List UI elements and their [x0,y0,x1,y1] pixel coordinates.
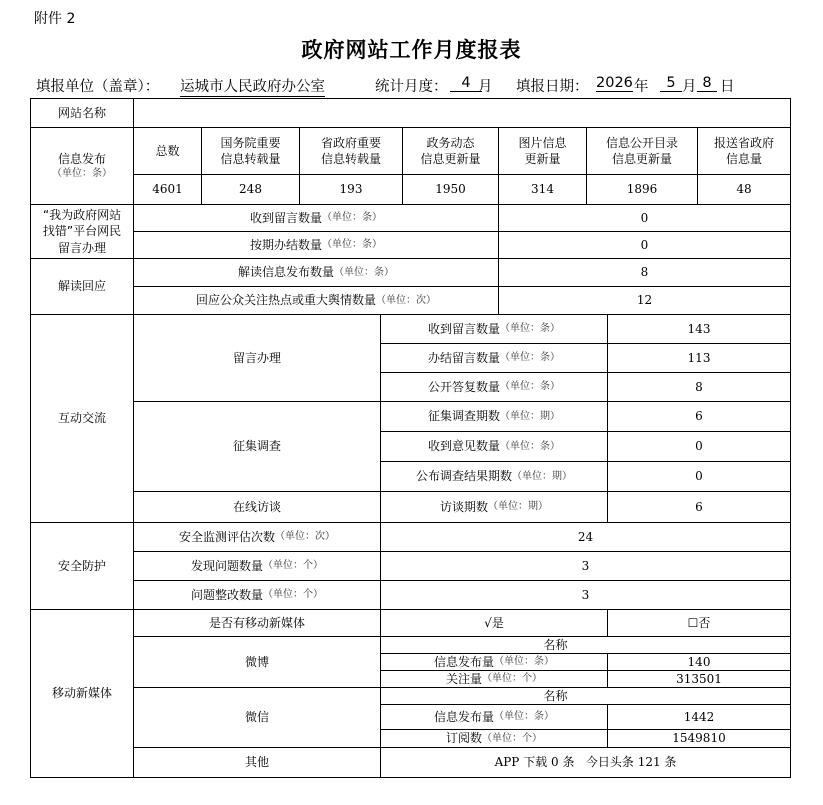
platform-received-value: 0 [498,204,791,232]
mobile-media-label: 移动新媒体 [30,609,134,778]
date-year-suffix: 年 [634,79,649,95]
mobile-no: ☐否 [607,609,791,637]
security-fixed-value: 3 [380,580,791,610]
date-month: 5 [660,75,682,92]
weibo-publish-value: 140 [607,653,791,671]
report-title: 政府网站工作月度报表 [301,37,522,62]
interpret-publish-label: 解读信息发布数量 （单位：条） [133,258,499,287]
month-value: 4 [450,75,482,92]
message-done-label: 办结留言数量 （单位：条） [380,343,608,373]
value-report-province: 48 [697,174,791,205]
header-disclosure: 信息公开目录 信息更新量 [586,127,698,175]
survey-results-label: 公布调查结果期数 （单位：期） [380,461,608,492]
interaction-label: 互动交流 [30,314,134,523]
interview-periods-label: 访谈期数 （单位：期） [380,491,608,523]
mobile-yes: √是 [380,609,608,637]
month-label: 统计月度： [375,79,448,95]
header-picture: 图片信息 更新量 [498,127,587,175]
month-suffix: 月 [478,79,493,95]
message-public-label: 公开答复数量 （单位：条） [380,372,608,402]
platform-label: “我为政府网站找错”平台网民留言办理 [30,204,134,259]
value-state-council: 248 [201,174,300,205]
unit-value: 运城市人民政府办公室 [180,75,325,97]
value-disclosure: 1896 [586,174,698,205]
attachment-label: 附件 2 [34,11,76,27]
survey-opinions-value: 0 [607,431,791,462]
weibo-follow-value: 313501 [607,670,791,688]
has-mobile-label: 是否有移动新媒体 [133,609,381,637]
survey-results-value: 0 [607,461,791,492]
weibo-name-label: 名称 [380,636,791,654]
interview-periods-value: 6 [607,491,791,523]
platform-received-label: 收到留言数量 （单位：条） [133,204,499,232]
wechat-publish-value: 1442 [607,704,791,730]
interpret-response-label: 回应公众关注热点或重大舆情数量 （单位：次） [133,286,499,315]
date-year: 2026 [596,75,633,91]
survey-periods-label: 征集调查期数 （单位：期） [380,401,608,432]
interpret-label: 解读回应 [30,258,134,315]
value-picture: 314 [498,174,587,205]
security-found-label: 发现问题数量 （单位：个） [133,551,381,581]
platform-ontime-value: 0 [498,231,791,259]
date-day-suffix: 日 [720,79,735,95]
value-total: 4601 [133,174,202,205]
message-received-value: 143 [607,314,791,344]
header-state-council: 国务院重要 信息转载量 [201,127,300,175]
date-label: 填报日期： [516,79,589,95]
wechat-name-label: 名称 [380,687,791,705]
site-name-value [133,98,791,128]
platform-ontime-label: 按期办结数量 （单位：条） [133,231,499,259]
message-public-value: 8 [607,372,791,402]
wechat-publish-label: 信息发布量 （单位：条） [380,704,608,730]
message-handling-label: 留言办理 [133,314,381,402]
header-total: 总数 [133,127,202,175]
site-name-label: 网站名称 [30,98,134,128]
security-monitor-value: 24 [380,522,791,552]
date-month-suffix: 月 [682,79,697,95]
header-gov-news: 政务动态 信息更新量 [402,127,499,175]
security-found-value: 3 [380,551,791,581]
wechat-label: 微信 [133,687,381,748]
info-publish-label: 信息发布 （单位：条） [30,127,134,205]
wechat-sub-value: 1549810 [607,729,791,748]
message-received-label: 收到留言数量 （单位：条） [380,314,608,344]
survey-periods-value: 6 [607,401,791,432]
security-monitor-label: 安全监测评估次数 （单位：次） [133,522,381,552]
message-done-value: 113 [607,343,791,373]
security-label: 安全防护 [30,522,134,610]
other-label: 其他 [133,747,381,778]
survey-label: 征集调查 [133,401,381,492]
security-fixed-label: 问题整改数量 （单位：个） [133,580,381,610]
interpret-response-value: 12 [498,286,791,315]
header-report-province: 报送省政府 信息量 [697,127,791,175]
value-gov-news: 1950 [402,174,499,205]
header-province: 省政府重要 信息转载量 [299,127,403,175]
survey-opinions-label: 收到意见数量 （单位：条） [380,431,608,462]
online-interview-label: 在线访谈 [133,491,381,523]
unit-label: 填报单位（盖章）： [36,79,160,95]
weibo-label: 微博 [133,636,381,688]
weibo-follow-label: 关注量 （单位：个） [380,670,608,688]
interpret-publish-value: 8 [498,258,791,287]
value-province: 193 [299,174,403,205]
other-value: APP 下载 0 条 今日头条 121 条 [380,747,791,778]
report-meta [36,75,796,97]
date-day: 8 [697,75,717,92]
wechat-sub-label: 订阅数 （单位：个） [380,729,608,748]
weibo-publish-label: 信息发布量 （单位：条） [380,653,608,671]
